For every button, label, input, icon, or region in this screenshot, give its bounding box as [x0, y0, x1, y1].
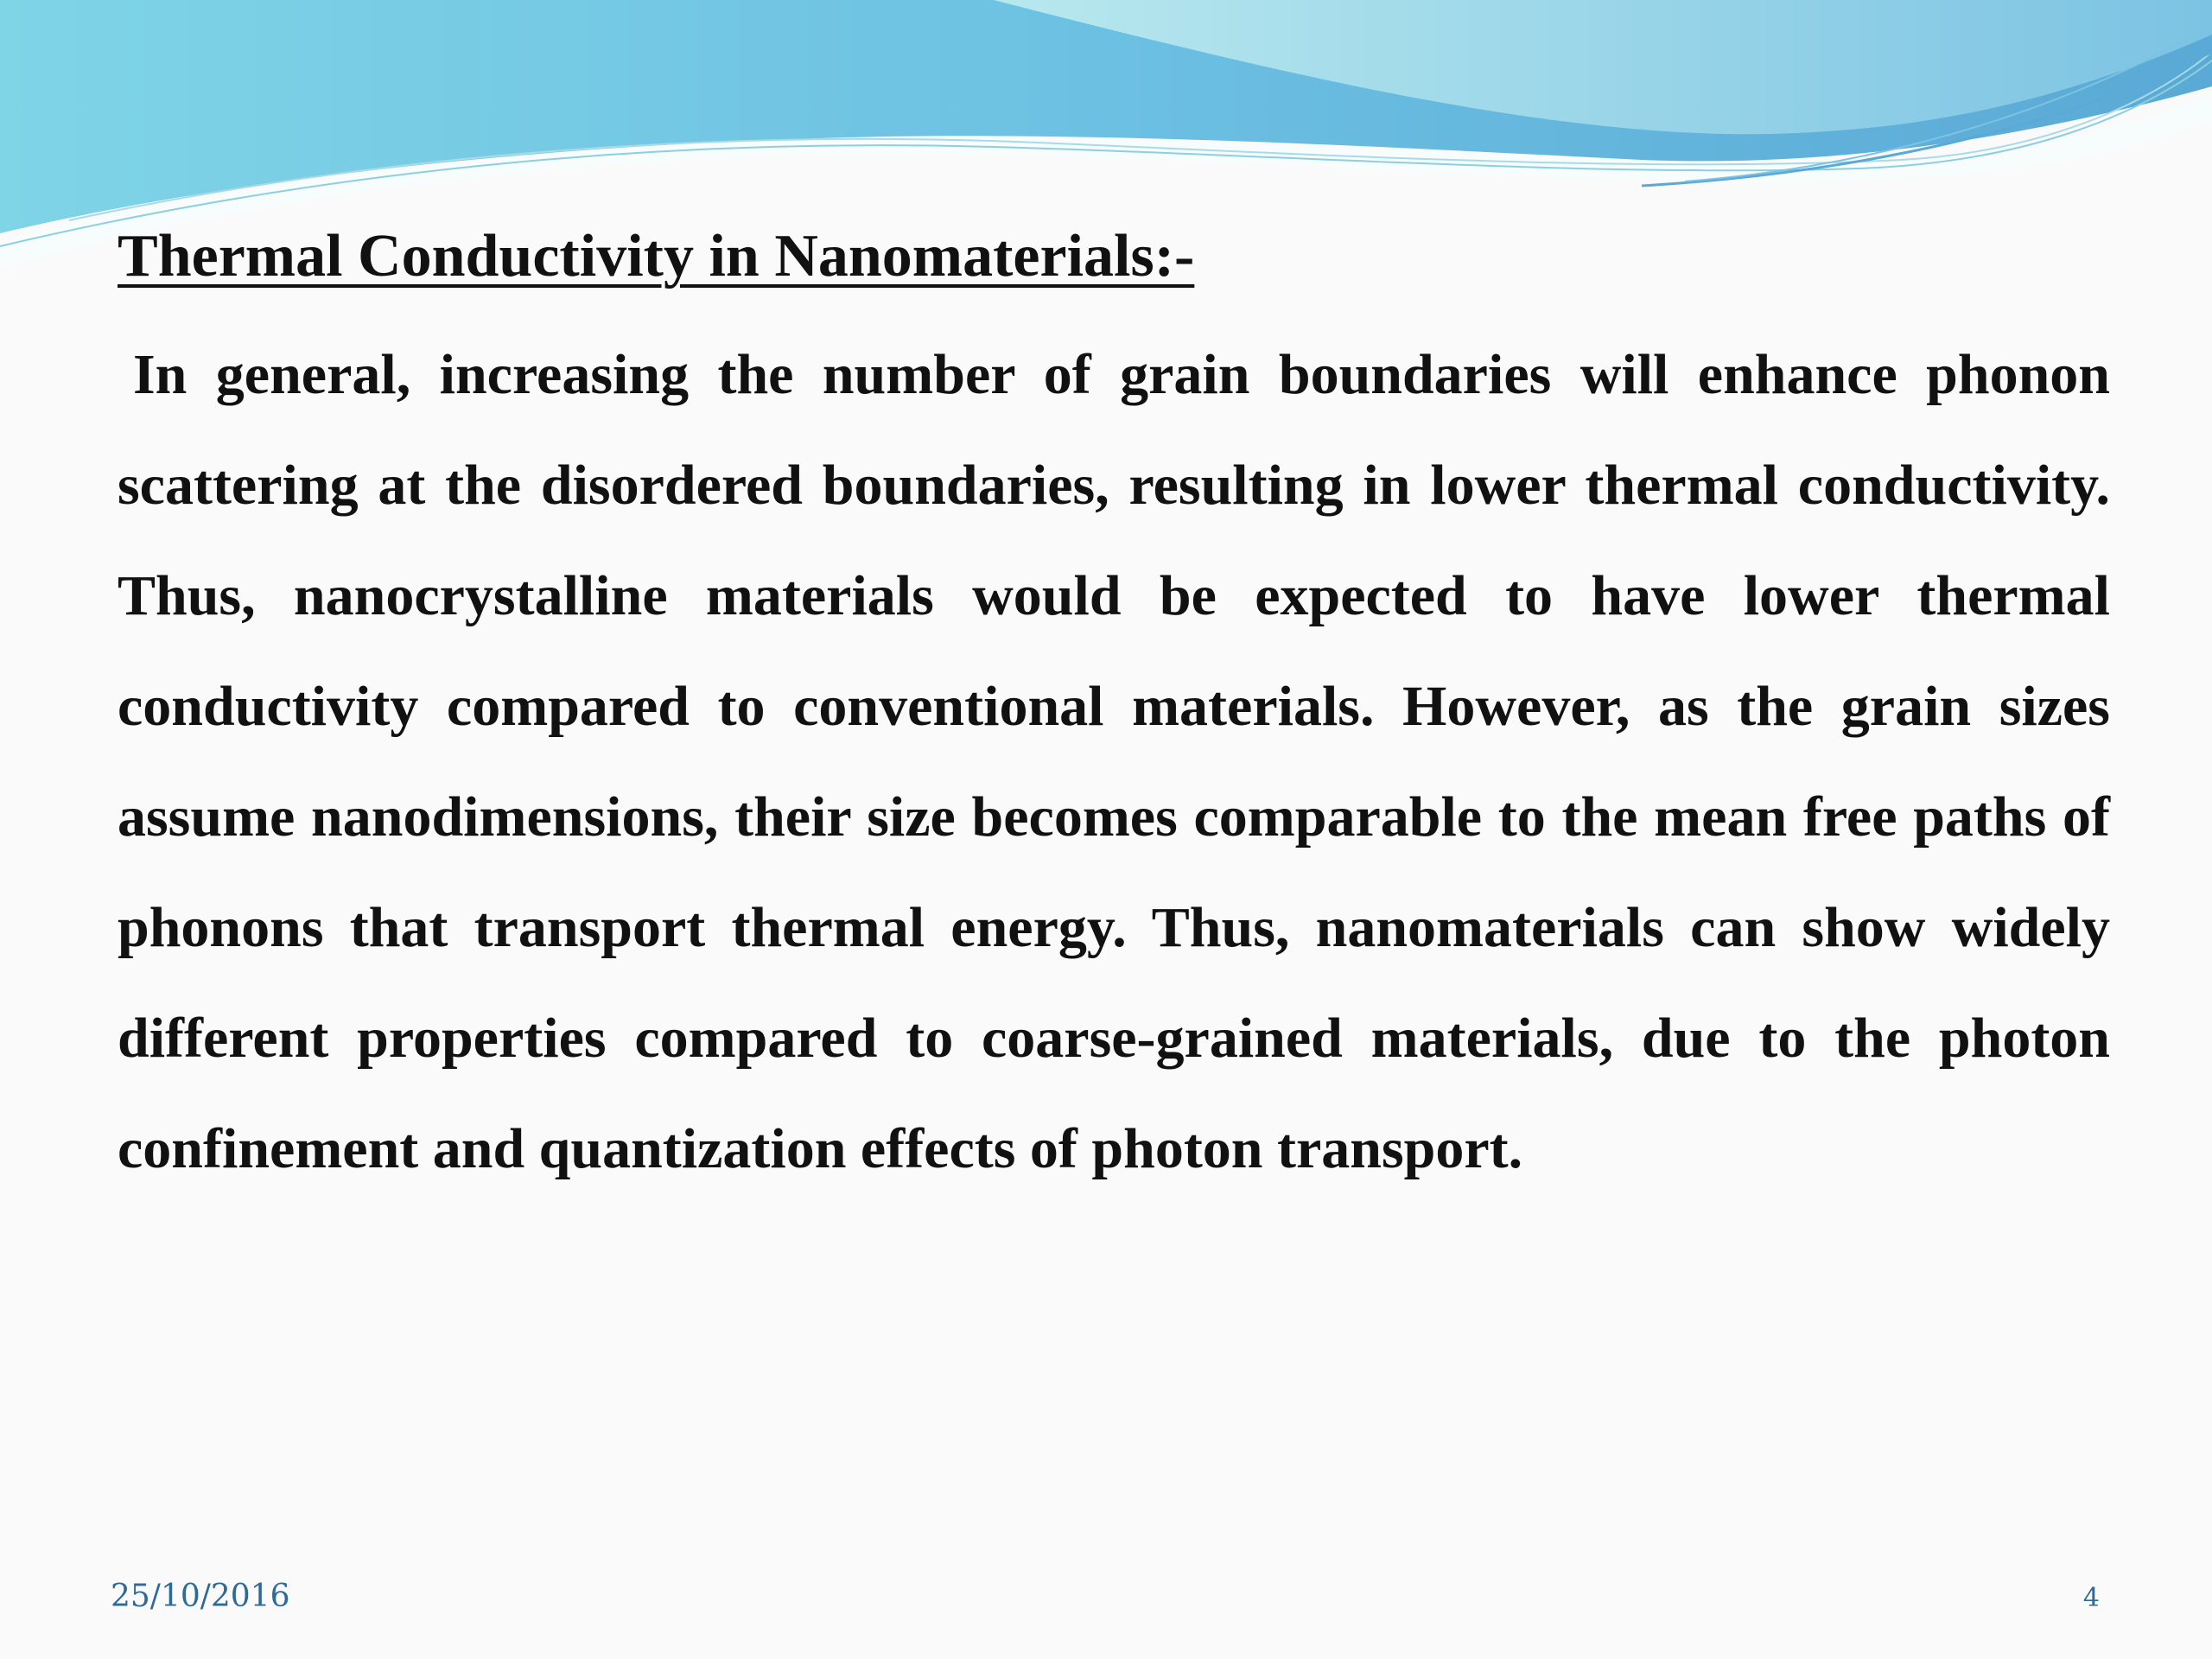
- slide-title: Thermal Conductivity in Nanomaterials:-: [118, 223, 1195, 289]
- footer-page-number: 4: [2082, 1583, 2100, 1613]
- footer-date: 25/10/2016: [111, 1579, 290, 1614]
- slide-body-text: In general, increasing the number of grain boundaries will enhance phonon scattering at the disordered boundaries, resulting in lower thermal conductivity. Thus, nanocrystalline materials would be expected to have lower thermal conductivity compared to conventional materials. However, as the grain sizes assume nanodimensions, their size becomes comparable to the mean free paths of phonons that transport thermal energy. Thus, nanomaterials can show widely different properties compared to coarse-grained materials, due to the photon confinement and quantization effects of photon transport.: [118, 343, 2110, 1180]
